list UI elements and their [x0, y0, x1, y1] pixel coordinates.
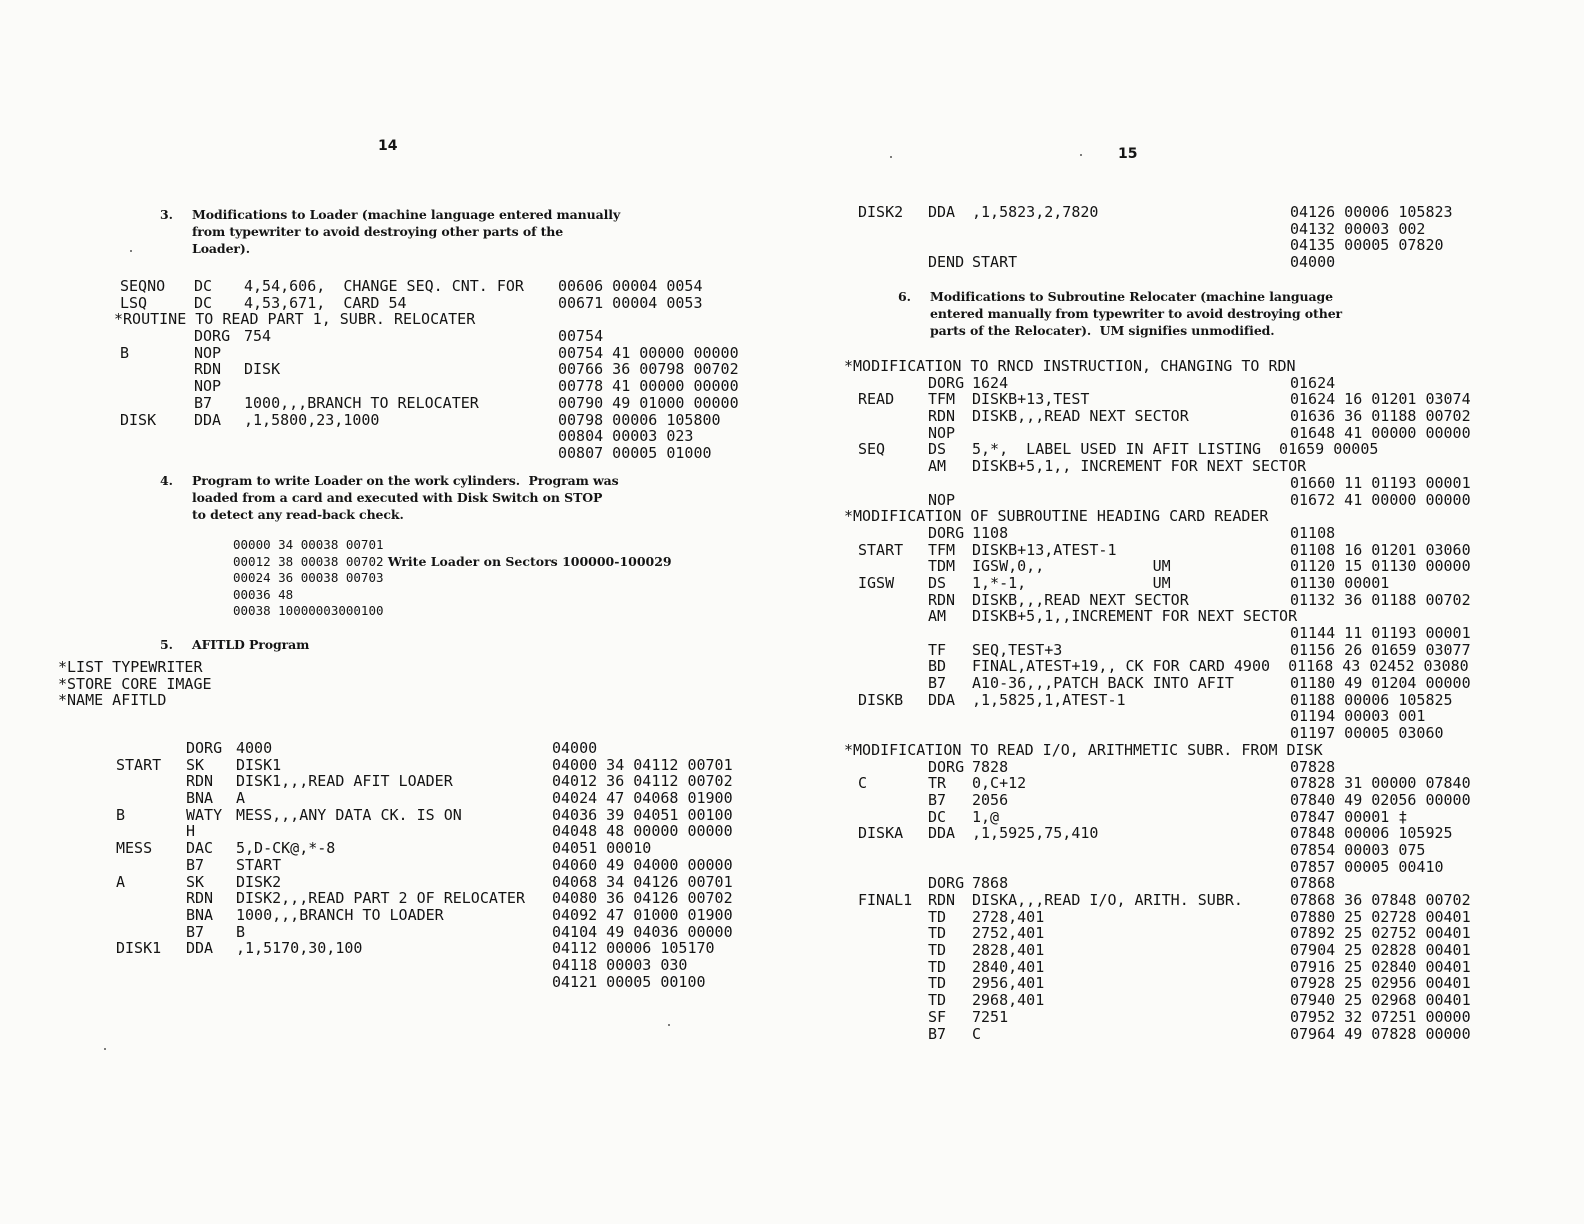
heading-text: Program to write Loader on the work cylinders. Program was [192, 473, 619, 488]
listing-object-code: 01144 11 01193 00001 [1290, 624, 1471, 642]
listing-opcode: DORG [928, 874, 965, 893]
listing-object-code: 07952 32 07251 00000 [1290, 1007, 1471, 1026]
listing-object-code: 07940 25 02968 00401 [1290, 991, 1471, 1010]
listing-object-code: 04126 00006 105823 [1290, 203, 1453, 221]
listing-operand: DISKA,,,READ I/O, ARITH. SUBR. [972, 891, 1243, 909]
listing-opcode: DDA [194, 410, 222, 429]
listing-operand: DISKB+5,1,, INCREMENT FOR NEXT SECTOR [972, 457, 1307, 476]
heading-line [898, 305, 1342, 322]
listing-operand: DISK2 [236, 872, 282, 891]
listing-label: SEQNO [120, 277, 166, 295]
heading-line [160, 206, 620, 223]
machine-code-text: 00024 36 00038 00703 [233, 570, 384, 585]
listing-opcode: RDN [928, 891, 956, 909]
heading-line [898, 288, 1342, 305]
listing-opcode: TD [928, 941, 947, 960]
listing-object-code: 01108 16 01201 03060 [1290, 540, 1471, 559]
listing-operand: DISKB+5,1,,INCREMENT FOR NEXT SECTOR [972, 607, 1298, 626]
listing-operand: START [236, 855, 282, 874]
listing-object-code: 01624 [1290, 373, 1336, 392]
listing-operand: 1,*-1, UM [972, 573, 1171, 592]
listing-operand: A10-36,,,PATCH BACK INTO AFIT [972, 674, 1234, 693]
heading-text: Modifications to Subroutine Relocater (machine language [930, 289, 1334, 304]
listing-label: IGSW [858, 573, 895, 592]
listing-object-code: 00798 00006 105800 [558, 410, 721, 429]
listing-opcode: DORG [928, 373, 965, 392]
machine-code-block [233, 537, 672, 620]
page-number: 14 [378, 138, 398, 154]
listing-opcode: DORG [186, 739, 223, 757]
listing-object-code: 01636 36 01188 00702 [1290, 407, 1471, 426]
listing-object-code: 01660 11 01193 00001 [1290, 473, 1471, 492]
scan-speck [104, 1048, 106, 1050]
machine-code-row [233, 603, 672, 620]
listing-object-code: 04135 00005 07820 [1290, 236, 1444, 255]
listing-operand: B [236, 922, 246, 941]
listing-operand: DISK2,,,READ PART 2 OF RELOCATER [236, 889, 525, 908]
listing-opcode: RDN [186, 772, 214, 791]
listing-object-code: 07892 25 02752 00401 [1290, 924, 1471, 943]
listing-opcode: DAC [186, 839, 214, 858]
heading-line [160, 240, 620, 257]
listing-operand: DISK1,,,READ AFIT LOADER [236, 772, 453, 791]
listing-object-code: 04000 [552, 739, 598, 757]
listing-opcode: B7 [928, 790, 947, 809]
heading-line [160, 636, 309, 653]
scan-speck [890, 156, 892, 158]
listing-label: C [858, 774, 868, 793]
section-number: 5. [160, 637, 173, 652]
listing-object-code: 04092 47 01000 01900 [552, 905, 733, 924]
listing-opcode: SK [186, 872, 205, 891]
listing-object-code: 04121 00005 00100 [552, 972, 706, 991]
listing-operand: 5,*, LABEL USED IN AFIT LISTING 01659 00005 [972, 440, 1379, 459]
listing-opcode: DDA [186, 939, 214, 958]
listing-label: DISK2 [858, 203, 904, 221]
heading-text: Modifications to Loader (machine language entered manually [192, 207, 621, 222]
page-number: 15 [1118, 146, 1138, 162]
listing-object-code: 04118 00003 030 [552, 955, 688, 974]
listing-opcode: AM [928, 457, 947, 476]
listing-object-code: 07868 36 07848 00702 [1290, 891, 1471, 909]
machine-code-text: 00036 48 [233, 586, 294, 602]
heading-line [160, 472, 619, 489]
listing-object-code: 04104 49 04036 00000 [552, 922, 733, 941]
listing-opcode: WATY [186, 805, 223, 824]
machine-code-row [233, 554, 672, 571]
listing-object-code: 00606 00004 0054 [558, 277, 703, 295]
listing-operand: 754 [244, 327, 272, 346]
listing-object-code: 01188 00006 105825 [1290, 690, 1453, 709]
listing-opcode: TFM [928, 390, 956, 409]
listing-operand: ,1,5170,30,100 [236, 939, 363, 958]
section-number: 3. [160, 207, 173, 222]
listing-object-code: 01108 [1290, 523, 1336, 542]
listing-opcode: DS [928, 440, 947, 459]
listing-opcode: TD [928, 924, 947, 943]
listing-object-code: 04000 34 04112 00701 [552, 755, 733, 774]
listing-operand: START [972, 253, 1018, 272]
listing-opcode: RDN [928, 407, 956, 426]
listing-label: DISKA [858, 824, 904, 843]
machine-code-text: 00000 34 00038 00701 [233, 537, 384, 552]
listing-object-code: 00754 41 00000 00000 [558, 343, 739, 362]
listing-object-code: 00766 36 00798 00702 [558, 360, 739, 379]
listing-object-code: 07840 49 02056 00000 [1290, 790, 1471, 809]
listing-opcode: NOP [194, 343, 222, 362]
listing-object-code: 00754 [558, 327, 604, 346]
listing-operand: SEQ,TEST+3 [972, 640, 1063, 659]
listing-opcode: B7 [928, 1024, 947, 1043]
control-card-text: *STORE CORE IMAGE [58, 674, 212, 693]
listing-object-code: 07847 00001 ‡ [1290, 807, 1408, 826]
listing-operand: ,1,5800,23,1000 [244, 410, 380, 429]
control-card-text: *LIST TYPEWRITER [58, 658, 203, 676]
listing-opcode: DC [194, 277, 213, 295]
listing-opcode: NOP [194, 377, 222, 396]
listing-opcode: DORG [928, 757, 965, 776]
listing-object-code: 00671 00004 0053 [558, 293, 703, 312]
listing-operand: 5,D-CK@,*-8 [236, 839, 336, 858]
heading-line [160, 489, 619, 506]
listing-object-code: 01194 00003 001 [1290, 707, 1426, 726]
scan-speck [130, 250, 132, 252]
listing-object-code: 01120 15 01130 00000 [1290, 557, 1471, 576]
listing-object-code: 01130 00001 [1290, 573, 1390, 592]
listing-object-code: 07868 [1290, 874, 1336, 893]
listing-opcode: NOP [928, 423, 956, 442]
machine-code-row [233, 570, 672, 587]
scan-speck [668, 1024, 670, 1026]
listing-operand: 1624 [972, 373, 1009, 392]
heading-text: from typewriter to avoid destroying other parts of the [192, 224, 564, 239]
heading-line [160, 506, 619, 523]
right-page [792, 0, 1584, 1224]
listing-opcode: TD [928, 957, 947, 976]
listing-operand: ,1,5825,1,ATEST-1 [972, 690, 1126, 709]
section-6-heading [898, 288, 1342, 339]
heading-text: loaded from a card and executed with Disk Switch on STOP [192, 490, 603, 505]
listing-operand: 1108 [972, 523, 1009, 542]
listing-label: START [116, 755, 162, 774]
listing-opcode: DDA [928, 690, 956, 709]
section-3-heading [160, 206, 620, 257]
listing-operand: DISK [244, 360, 281, 379]
machine-code-row [233, 587, 672, 604]
listing-opcode: BNA [186, 905, 214, 924]
listing-operand: 2968,401 [972, 991, 1045, 1010]
scan-speck [1080, 154, 1082, 156]
section-5-heading [160, 636, 309, 653]
listing-operand: ,1,5823,2,7820 [972, 203, 1099, 221]
listing-object-code: 04112 00006 105170 [552, 939, 715, 958]
listing-object-code: 01672 41 00000 00000 [1290, 490, 1471, 509]
listing-object-code: 07916 25 02840 00401 [1290, 957, 1471, 976]
listing-operand: 2752,401 [972, 924, 1045, 943]
heading-line [898, 322, 1342, 339]
machine-code-note: Write Loader on Sectors 100000-100029 [383, 553, 672, 569]
listing-operand: 2728,401 [972, 907, 1045, 926]
listing-operand: 2956,401 [972, 974, 1045, 993]
listing-opcode: SK [186, 755, 205, 774]
heading-text: entered manually from typewriter to avoid destroying other [930, 306, 1343, 321]
machine-code-text: 00012 38 00038 00702 [233, 553, 384, 569]
listing-object-code: 04048 48 00000 00000 [552, 822, 733, 841]
listing-opcode: B7 [928, 674, 947, 693]
listing-object-code: 04051 00010 [552, 839, 652, 858]
listing-label: MESS [116, 839, 153, 858]
listing-opcode: DS [928, 573, 947, 592]
listing-object-code: 00778 41 00000 00000 [558, 377, 739, 396]
listing-opcode: RDN [186, 889, 214, 908]
listing-object-code: 07828 31 00000 07840 [1290, 774, 1471, 793]
listing-operand: 1000,,,BRANCH TO LOADER [236, 905, 444, 924]
section-number: 4. [160, 473, 173, 488]
listing-object-code: 07904 25 02828 00401 [1290, 941, 1471, 960]
listing-object-code: 04036 39 04051 00100 [552, 805, 733, 824]
listing-object-code: 01197 00005 03060 [1290, 724, 1444, 743]
listing-comment: *MODIFICATION TO RNCD INSTRUCTION, CHANGING TO RDN [844, 357, 1296, 375]
listing-comment: *MODIFICATION TO READ I/O, ARITHMETIC SUBR. FROM DISK [844, 740, 1323, 759]
listing-operand: 2828,401 [972, 941, 1045, 960]
listing-opcode: H [186, 822, 196, 841]
listing-operand: A [236, 789, 246, 808]
listing-object-code: 04000 [1290, 253, 1336, 272]
listing-label: LSQ [120, 293, 148, 312]
listing-label: SEQ [858, 440, 886, 459]
listing-object-code: 01180 49 01204 00000 [1290, 674, 1471, 693]
listing-opcode: TD [928, 974, 947, 993]
listing-operand: DISKB+13,ATEST-1 [972, 540, 1117, 559]
listing-object-code: 07828 [1290, 757, 1336, 776]
listing-operand: DISK1 [236, 755, 282, 774]
listing-label: DISK1 [116, 939, 162, 958]
listing-opcode: AM [928, 607, 947, 626]
listing-operand: DISKB,,,READ NEXT SECTOR [972, 590, 1189, 609]
listing-opcode: DEND [928, 253, 965, 272]
listing-label: A [116, 872, 126, 891]
control-card-text: *NAME AFITLD [58, 691, 167, 710]
listing-operand: 1000,,,BRANCH TO RELOCATER [244, 393, 479, 412]
listing-object-code: 04080 36 04126 00702 [552, 889, 733, 908]
listing-opcode: DDA [928, 824, 956, 843]
listing-comment: *ROUTINE TO READ PART 1, SUBR. RELOCATER [114, 310, 476, 329]
listing-opcode: DC [928, 807, 947, 826]
listing-object-code: 07928 25 02956 00401 [1290, 974, 1471, 993]
listing-opcode: BD [928, 657, 947, 676]
listing-object-code: 00807 00005 01000 [558, 443, 712, 462]
listing-object-code: 00790 49 01000 00000 [558, 393, 739, 412]
listing-object-code: 04132 00003 002 [1290, 219, 1426, 238]
listing-opcode: B7 [194, 393, 213, 412]
listing-operand: 7868 [972, 874, 1009, 893]
section-number: 6. [898, 289, 911, 304]
listing-object-code: 04024 47 04068 01900 [552, 789, 733, 808]
listing-object-code: 04060 49 04000 00000 [552, 855, 733, 874]
listing-opcode: B7 [186, 855, 205, 874]
listing-object-code: 01624 16 01201 03074 [1290, 390, 1471, 409]
listing-opcode: TD [928, 991, 947, 1010]
listing-opcode: TD [928, 907, 947, 926]
listing-opcode: DC [194, 293, 213, 312]
listing-label: B [116, 805, 126, 824]
listing-comment: *MODIFICATION OF SUBROUTINE HEADING CARD READER [844, 507, 1269, 526]
listing-object-code: 07857 00005 00410 [1290, 857, 1444, 876]
listing-opcode: BNA [186, 789, 214, 808]
listing-operand: C [972, 1024, 982, 1043]
listing-object-code: 07854 00003 075 [1290, 840, 1426, 859]
listing-operand: MESS,,,ANY DATA CK. IS ON [236, 805, 462, 824]
machine-code-row [233, 537, 672, 554]
machine-code-text: 00038 10000003000100 [233, 603, 384, 618]
listing-operand: DISKB,,,READ NEXT SECTOR [972, 407, 1189, 426]
heading-text: parts of the Relocater). UM signifies unmodified. [930, 323, 1275, 338]
listing-object-code: 01648 41 00000 00000 [1290, 423, 1471, 442]
listing-object-code: 00804 00003 023 [558, 427, 694, 446]
listing-object-code: 07964 49 07828 00000 [1290, 1024, 1471, 1043]
listing-object-code: 07880 25 02728 00401 [1290, 907, 1471, 926]
listing-opcode: TDM [928, 557, 956, 576]
listing-operand: 2056 [972, 790, 1009, 809]
listing-operand: 2840,401 [972, 957, 1045, 976]
listing-opcode: DDA [928, 203, 956, 221]
listing-label: READ [858, 390, 895, 409]
listing-label: FINAL1 [858, 891, 913, 909]
listing-operand: 7828 [972, 757, 1009, 776]
listing-opcode: DORG [194, 327, 231, 346]
listing-object-code: 01156 26 01659 03077 [1290, 640, 1471, 659]
listing-label: B [120, 343, 130, 362]
listing-label: DISKB [858, 690, 904, 709]
listing-operand: 4000 [236, 739, 273, 757]
listing-opcode: B7 [186, 922, 205, 941]
listing-operand: ,1,5925,75,410 [972, 824, 1099, 843]
listing-operand: 4,53,671, CARD 54 [244, 293, 407, 312]
listing-operand: FINAL,ATEST+19,, CK FOR CARD 4900 01168 43 02452 03080 [972, 657, 1469, 676]
listing-opcode: RDN [928, 590, 956, 609]
listing-operand: 7251 [972, 1007, 1009, 1026]
listing-object-code: 04068 34 04126 00701 [552, 872, 733, 891]
listing-label: START [858, 540, 904, 559]
heading-line [160, 223, 620, 240]
listing-opcode: NOP [928, 490, 956, 509]
listing-object-code: 04012 36 04112 00702 [552, 772, 733, 791]
listing-object-code: 01132 36 01188 00702 [1290, 590, 1471, 609]
listing-label: DISK [120, 410, 157, 429]
listing-opcode: RDN [194, 360, 222, 379]
listing-opcode: TR [928, 774, 947, 793]
listing-operand: 4,54,606, CHANGE SEQ. CNT. FOR [244, 277, 524, 295]
listing-operand: 0,C+12 [972, 774, 1027, 793]
heading-text: to detect any read-back check. [192, 507, 404, 522]
listing-operand: 1,@ [972, 807, 1000, 826]
listing-opcode: SF [928, 1007, 947, 1026]
heading-text: Loader). [192, 241, 250, 256]
section-4-heading [160, 472, 619, 523]
listing-operand: IGSW,0,, UM [972, 557, 1171, 576]
listing-object-code: 07848 00006 105925 [1290, 824, 1453, 843]
listing-opcode: DORG [928, 523, 965, 542]
listing-opcode: TF [928, 640, 947, 659]
listing-opcode: TFM [928, 540, 956, 559]
heading-text: AFITLD Program [192, 637, 310, 652]
listing-operand: DISKB+13,TEST [972, 390, 1090, 409]
